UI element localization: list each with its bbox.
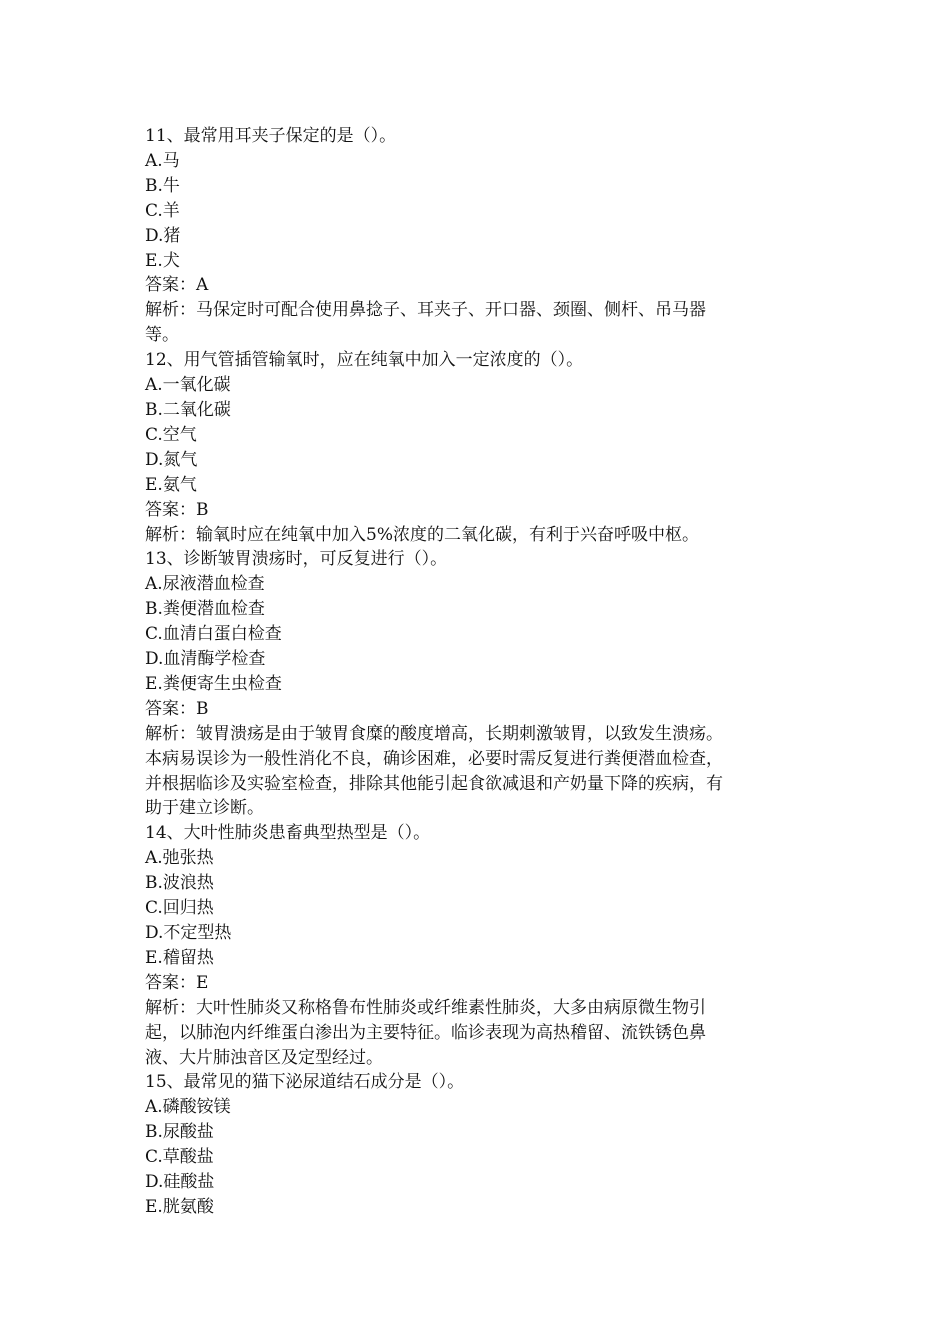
option-item: D.氮气 [145, 449, 198, 470]
question-text: 15、最常见的猫下泌尿道结石成分是（）。 [145, 1072, 465, 1093]
option-item: D.硅酸盐 [145, 1172, 215, 1193]
document-body [145, 124, 800, 1220]
option-item: C.空气 [145, 424, 197, 445]
question-text: 13、诊断皱胃溃疡时，可反复进行（）。 [145, 549, 448, 570]
option-item: C.羊 [145, 200, 180, 221]
option-item: E.稽留热 [145, 947, 214, 968]
option-item: D.不定型热 [145, 923, 232, 943]
analysis-line: 起，以肺泡内纤维蛋白渗出为主要特征。临诊表现为高热稽留、流铁锈色鼻 [145, 1022, 706, 1043]
option-item: D.猪 [145, 225, 181, 246]
analysis-line: 液、大片肺浊音区及定型经过。 [145, 1047, 383, 1068]
option-item: B.牛 [145, 175, 180, 196]
analysis-line: 解析：马保定时可配合使用鼻捻子、耳夹子、开口器、颈圈、侧杆、吊马器 [145, 300, 706, 321]
option-item: B.粪便潜血检查 [145, 599, 265, 620]
analysis-line: 解析：大叶性肺炎又称格鲁布性肺炎或纤维素性肺炎，大多由病原微生物引 [145, 997, 706, 1018]
analysis-line: 解析：皱胃溃疡是由于皱胃食糜的酸度增高，长期刺激皱胃，以致发生溃疡。 [145, 723, 723, 744]
option-item: E.犬 [145, 250, 180, 271]
analysis-line: 等。 [145, 325, 179, 346]
option-item: E.胱氨酸 [145, 1196, 214, 1217]
analysis-line: 并根据临诊及实验室检查，排除其他能引起食欲减退和产奶量下降的疾病，有 [145, 773, 723, 794]
option-item: C.回归热 [145, 898, 214, 919]
answer-line: 答案：E [145, 972, 209, 993]
option-item: A.磷酸铵镁 [145, 1097, 231, 1118]
question-text: 14、大叶性肺炎患畜典型热型是（）。 [145, 823, 431, 844]
answer-line: 答案：A [145, 275, 209, 296]
option-item: A.弛张热 [145, 848, 214, 869]
option-item: B.波浪热 [145, 873, 214, 894]
option-item: B.二氧化碳 [145, 399, 231, 420]
option-item: A.一氧化碳 [145, 375, 231, 396]
option-item: C.草酸盐 [145, 1147, 214, 1168]
analysis-line: 解析：输氧时应在纯氧中加入5%浓度的二氧化碳，有利于兴奋呼吸中枢。 [145, 524, 699, 545]
analysis-line: 本病易误诊为一般性消化不良，确诊困难，必要时需反复进行粪便潜血检查， [145, 748, 723, 769]
answer-line: 答案：B [145, 698, 209, 719]
option-item: C.血清白蛋白检查 [145, 624, 282, 645]
analysis-line: 助于建立诊断。 [145, 798, 264, 819]
option-item: A.尿液潜血检查 [145, 574, 265, 595]
option-item: E.粪便寄生虫检查 [145, 673, 282, 694]
question-text: 12、用气管插管输氧时，应在纯氧中加入一定浓度的（）。 [145, 350, 584, 371]
option-item: D.血清酶学检查 [145, 649, 266, 670]
option-item: E.氨气 [145, 474, 197, 495]
question-text: 11、最常用耳夹子保定的是（）。 [145, 126, 397, 146]
option-item: A.马 [145, 150, 180, 171]
option-item: B.尿酸盐 [145, 1122, 214, 1143]
answer-line: 答案：B [145, 499, 209, 520]
